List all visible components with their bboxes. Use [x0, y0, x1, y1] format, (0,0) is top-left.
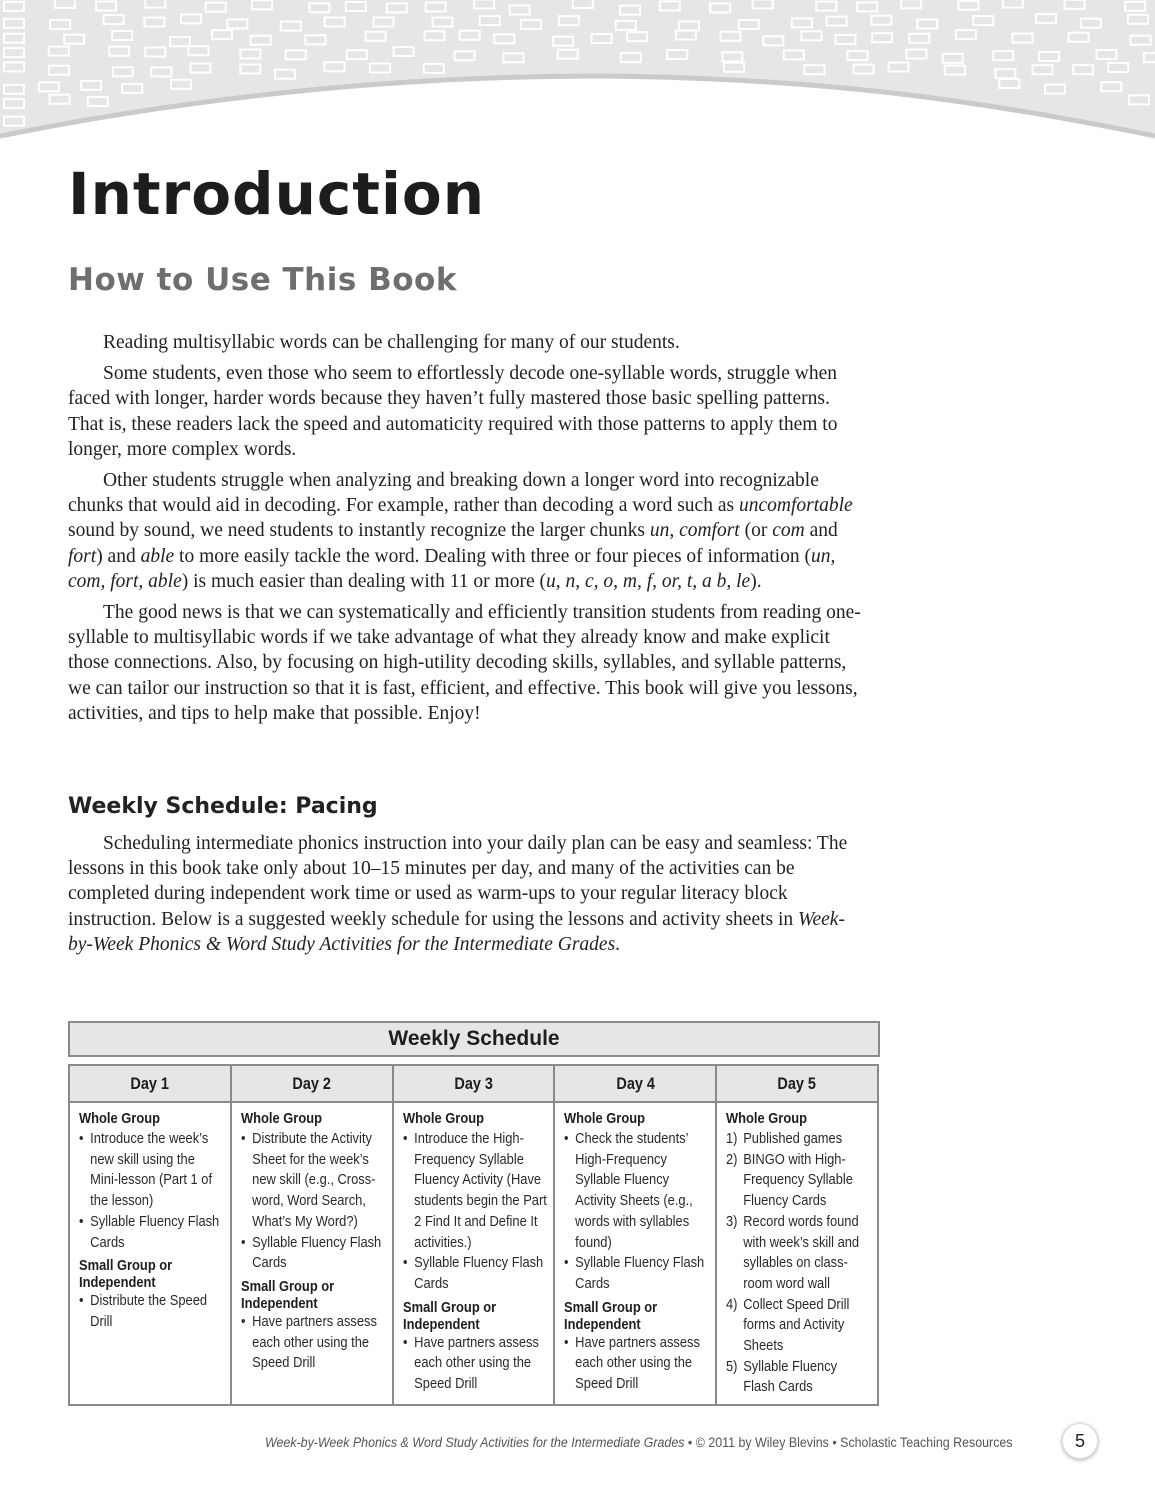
item-text: Syllable Fluency Flash Cards [413, 1254, 543, 1292]
item-text: Have partners assess each other using the Speed Drill [251, 1312, 377, 1372]
text-run: (or [739, 520, 773, 542]
schedule-item [403, 1129, 549, 1253]
bullet-icon: • [240, 1233, 246, 1251]
text-run: Reading multisyllabic words can be challenging for many of our students. [103, 332, 680, 353]
page-title: Introduction [68, 160, 485, 228]
text-run: . [615, 933, 621, 955]
day-cell [554, 1102, 716, 1405]
bullet-icon: • [402, 1333, 408, 1351]
footer-publisher: Scholastic Teaching Resources [840, 1435, 1013, 1450]
day-header [69, 1065, 231, 1102]
day-cell-content [726, 1109, 872, 1398]
text-run: ). [750, 570, 762, 592]
schedule-item [564, 1253, 710, 1294]
day-header [393, 1065, 555, 1102]
text-run: Some students, even those who seem to effortlessly decode one-syllable words, struggle when faced with longer, harder words because they haven’t fully mastered those basic spelling patterns. That is, these readers lack the speed and automaticity required with those patterns to apply them to longer, more complex words. [68, 363, 838, 460]
intro-text [68, 330, 868, 732]
schedule-item [241, 1233, 387, 1274]
decorative-header-banner [0, 0, 1155, 150]
day-label: Day 3 [454, 1073, 493, 1093]
item-number: 4) [726, 1295, 738, 1313]
page-footer [265, 1435, 1013, 1450]
item-text: Check the students’ High-Frequency Syllable Fluency Activity Sheets (e.g., words with syllables found) [575, 1130, 694, 1251]
group-heading: Small Group or Independent [240, 1277, 334, 1312]
schedule-item [564, 1129, 710, 1253]
schedule-body-row [69, 1102, 878, 1405]
intro-paragraph [68, 361, 868, 462]
footer-book-title: Week-by-Week Phonics & Word Study Activities for the Intermediate Grades [265, 1435, 685, 1450]
item-text: Syllable Fluency Flash Cards [90, 1212, 220, 1251]
schedule-item [403, 1333, 549, 1395]
schedule-item [726, 1129, 872, 1150]
intro-paragraph [68, 468, 868, 594]
italic-text: uncomfortable [738, 495, 853, 517]
text-run: sound by sound, we need students to instantly recognize the larger chunks [68, 520, 650, 542]
bullet-icon: • [240, 1130, 246, 1147]
item-text: Distribute the Activity Sheet for the week’s new skill (e.g., Cross-word, Word Search, What’s My Word?) [251, 1130, 376, 1230]
pacing-text [68, 831, 868, 963]
bullet-icon: • [79, 1130, 84, 1147]
item-number: 3) [726, 1212, 738, 1230]
footer-separator: • [684, 1435, 696, 1450]
subsection-heading: Weekly Schedule: Pacing [68, 794, 378, 819]
day-cell-content [403, 1109, 549, 1395]
item-text: Syllable Fluency Flash Cards [743, 1357, 838, 1396]
item-number: 1) [726, 1130, 738, 1147]
italic-text: un, com, fort, able [68, 545, 836, 592]
text-run: Scheduling intermediate phonics instruction into your daily plan can be easy and seamless: The lessons in this book take only about 10–15 minutes per day, and many of the activities can be completed during independent work time or used as warm-ups to your regular literacy block instruction. Below is a suggested weekly schedule for using the lessons and activity sheets in [68, 833, 848, 930]
day-cell [231, 1102, 393, 1405]
schedule-item [726, 1295, 872, 1357]
item-text: Syllable Fluency Flash Cards [575, 1254, 705, 1292]
bullet-icon: • [564, 1333, 569, 1351]
day-cell-content [564, 1109, 710, 1395]
day-cell [393, 1102, 555, 1405]
item-text: BINGO with High-Frequency Syllable Fluency Cards [743, 1150, 854, 1210]
item-text: Introduce the week’s new skill using the Mini-lesson (Part 1 of the lesson) [90, 1130, 213, 1210]
schedule-item [79, 1129, 225, 1212]
text-run: , [669, 520, 680, 542]
page-number: 5 [1062, 1423, 1098, 1459]
item-text: Collect Speed Drill forms and Activity Sheets [743, 1295, 850, 1355]
italic-text: Week-by-Week Phonics & Word Study Activities for the Intermediate Grades [68, 908, 845, 955]
day-label: Day 2 [292, 1073, 331, 1093]
schedule-item [403, 1253, 549, 1294]
item-text: Published games [743, 1130, 843, 1147]
text-run: The good news is that we can systematically and efficiently transition students from reading one-syllable to multisyllabic words if we take advantage of what they already know and make explicit those connections. Also, by focusing on high-utility decoding skills, syllables, and syllable patterns, we can tailor our instruction so that it is fast, efficient, and effective. This book will give you lessons, activities, and tips to help make that possible. Enjoy! [68, 602, 861, 724]
text-run: ) is much easier than dealing with 11 or more ( [181, 570, 546, 592]
item-text: Have partners assess each other using the Speed Drill [575, 1333, 701, 1393]
group-heading: Whole Group [240, 1110, 322, 1127]
day-header [231, 1065, 393, 1102]
schedule-item [241, 1129, 387, 1233]
bullet-icon: • [402, 1254, 408, 1272]
group-heading: Whole Group [402, 1110, 484, 1127]
schedule-item [726, 1212, 872, 1295]
italic-text: com [772, 520, 805, 542]
schedule-title: Weekly Schedule [68, 1021, 880, 1057]
item-text: Have partners assess each other using the Speed Drill [413, 1333, 539, 1393]
day-cell [69, 1102, 231, 1405]
italic-text: u, n, c, o, m, f, or, t, a b, le [546, 570, 751, 592]
group-heading: Whole Group [726, 1110, 808, 1127]
banner-background [0, 0, 1155, 136]
text-run: ) and [96, 545, 141, 567]
day-cell-content [241, 1109, 387, 1374]
italic-text: comfort [679, 520, 740, 542]
day-cell-content [79, 1109, 225, 1333]
italic-text: un [649, 520, 670, 542]
bullet-icon: • [564, 1254, 569, 1272]
text-run: Other students struggle when analyzing and breaking down a longer word into recognizable chunks that would aid in decoding. For example, rather than decoding a word such as [68, 470, 819, 517]
bullet-icon: • [79, 1212, 84, 1230]
schedule-item [79, 1291, 225, 1332]
schedule-item [241, 1312, 387, 1374]
footer-separator: • [828, 1435, 841, 1450]
bullet-icon: • [79, 1292, 84, 1310]
group-heading: Small Group or Independent [402, 1298, 496, 1333]
day-label: Day 4 [615, 1073, 655, 1093]
footer-copyright: © 2011 by Wiley Blevins [695, 1435, 829, 1450]
text-run: and [804, 520, 838, 542]
text-run: to more easily tackle the word. Dealing with three or four pieces of information ( [174, 545, 811, 567]
day-header [554, 1065, 716, 1102]
weekly-schedule-table [68, 1064, 879, 1406]
bullet-icon: • [402, 1130, 408, 1147]
section-heading: How to Use This Book [68, 262, 457, 298]
schedule-item [726, 1357, 872, 1398]
day-cell [716, 1102, 878, 1405]
day-label: Day 1 [130, 1073, 170, 1093]
bullet-icon: • [564, 1130, 569, 1147]
item-text: Introduce the High-Frequency Syllable Fluency Activity (Have students begin the Part 2 Find It and Define It activities.) [413, 1130, 547, 1251]
group-heading: Small Group or Independent [79, 1257, 173, 1292]
bullet-icon: • [240, 1312, 246, 1330]
item-text: Record words found with week’s skill and syllables on class-room word wall [743, 1212, 860, 1292]
schedule-item [79, 1212, 225, 1253]
group-heading: Whole Group [79, 1110, 160, 1127]
item-text: Syllable Fluency Flash Cards [251, 1233, 382, 1272]
item-number: 2) [726, 1150, 738, 1168]
italic-text: fort [68, 545, 97, 567]
pacing-paragraph [68, 831, 868, 957]
intro-paragraph [68, 330, 868, 355]
italic-text: able [140, 545, 175, 567]
group-heading: Whole Group [564, 1110, 646, 1127]
schedule-header-row [69, 1065, 878, 1102]
item-text: Distribute the Speed Drill [90, 1292, 208, 1330]
schedule-item [564, 1333, 710, 1395]
group-heading: Small Group or Independent [564, 1298, 658, 1333]
day-header [716, 1065, 878, 1102]
intro-paragraph [68, 600, 868, 726]
schedule-item [726, 1150, 872, 1212]
day-label: Day 5 [777, 1073, 817, 1093]
item-number: 5) [726, 1357, 738, 1375]
